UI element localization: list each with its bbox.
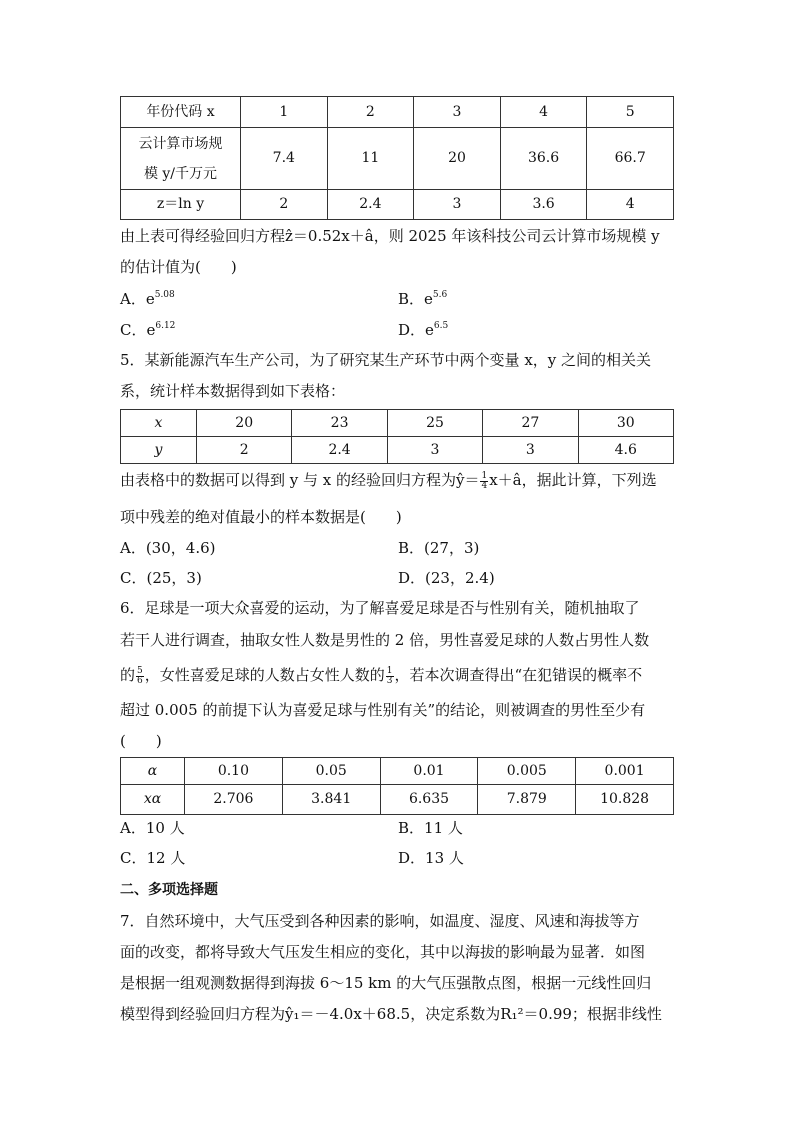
text-segment: ，女性喜爱足球的人数占女性人数的 — [144, 666, 385, 684]
table-cell: 2.4 — [327, 190, 414, 220]
table-cell: y — [121, 437, 197, 464]
table-cell: 3.841 — [282, 785, 380, 815]
q6-option-d[interactable]: D．13 人 — [398, 849, 464, 867]
table-cell: x — [121, 410, 197, 437]
q6-text-line4: 超过 0.005 的前提下认为喜爱足球与性别有关”的结论，则被调查的男性至少有 — [120, 701, 646, 719]
q4-text-line2: 的估计值为( ) — [120, 258, 237, 276]
table-cell: 年份代码 x — [121, 97, 241, 128]
q5-option-d[interactable]: D．(23，2.4) — [398, 569, 495, 587]
fraction-denominator: 6 — [137, 675, 143, 686]
table-cell: 1 — [241, 97, 328, 128]
q6-table — [120, 757, 674, 815]
table-cell: 7.4 — [241, 128, 328, 190]
option-exponent: 6.5 — [433, 321, 449, 331]
q4-table-row-z — [121, 190, 674, 220]
table-cell: 0.001 — [576, 758, 674, 785]
q4-option-c[interactable] — [120, 320, 175, 343]
option-label: D．e — [398, 321, 434, 339]
fraction-numerator: 1 — [386, 665, 393, 676]
table-cell: 4 — [500, 97, 587, 128]
table-header-cell — [121, 128, 241, 190]
q7-text-line3: 是根据一组观测数据得到海拔 6～15 km 的大气压强散点图，根据一元线性回归 — [120, 974, 652, 992]
q6-text-line3 — [120, 665, 642, 686]
text-segment: x＋â，据此计算，下列选 — [489, 471, 657, 489]
table-cell: 3 — [483, 437, 578, 464]
q5-text-line3 — [120, 470, 657, 491]
q6-table-row-x — [121, 785, 674, 815]
q5-text-line1: 5．某新能源汽车生产公司，为了研究某生产环节中两个变量 x，y 之间的相关关 — [120, 351, 652, 369]
q4-option-b[interactable] — [398, 289, 447, 312]
q4-option-a[interactable] — [120, 289, 175, 312]
table-cell: 23 — [292, 410, 387, 437]
table-cell: α — [121, 758, 185, 785]
table-cell: 27 — [483, 410, 578, 437]
table-cell: 3 — [414, 190, 501, 220]
q4-table-row-y — [121, 128, 674, 190]
section-heading: 二、多项选择题 — [120, 882, 218, 898]
table-cell: 6.635 — [380, 785, 478, 815]
q7-text-line4: 模型得到经验回归方程为ŷ₁＝－4.0x＋68.5，决定系数为R₁²＝0.99；根据非线性 — [120, 1005, 662, 1023]
q5-option-c[interactable]: C．(25，3) — [120, 569, 202, 587]
fraction — [386, 667, 394, 686]
q6-option-c[interactable]: C．12 人 — [120, 849, 186, 867]
q5-option-a[interactable]: A．(30，4.6) — [120, 539, 216, 557]
table-cell: 25 — [387, 410, 482, 437]
option-exponent: 6.12 — [155, 321, 176, 331]
header-line: 模 y/千万元 — [143, 165, 218, 182]
table-cell: 0.01 — [380, 758, 478, 785]
q5-text-line4: 项中残差的绝对值最小的样本数据是( ) — [120, 508, 402, 526]
table-cell: 0.10 — [185, 758, 283, 785]
q4-table-row-x — [121, 97, 674, 128]
table-cell: 20 — [414, 128, 501, 190]
table-cell: xα — [121, 785, 185, 815]
fraction-denominator: 4 — [481, 480, 488, 491]
table-cell: 5 — [587, 97, 674, 128]
text-segment: ，若本次调查得出“在犯错误的概率不 — [394, 666, 643, 684]
table-cell: 2 — [241, 190, 328, 220]
q6-table-row-alpha — [121, 758, 674, 785]
table-cell: 4 — [587, 190, 674, 220]
text-segment: 的 — [120, 666, 136, 684]
table-cell: 20 — [197, 410, 292, 437]
q4-table — [120, 96, 674, 220]
fraction-numerator: 1 — [481, 470, 488, 481]
fraction-denominator: 3 — [386, 675, 393, 686]
q5-text-line2: 系，统计样本数据得到如下表格： — [120, 382, 346, 400]
table-cell: 11 — [327, 128, 414, 190]
option-exponent: 5.6 — [432, 290, 448, 300]
q6-option-b[interactable]: B．11 人 — [398, 819, 463, 837]
q6-text-line1: 6．足球是一项大众喜爱的运动，为了解喜爱足球是否与性别有关，随机抽取了 — [120, 599, 640, 617]
table-cell: 3 — [414, 97, 501, 128]
fraction-numerator: 5 — [137, 665, 143, 676]
q6-text-line2: 若干人进行调查，抽取女性人数是男性的 2 倍，男性喜爱足球的人数占男性人数 — [120, 631, 650, 649]
table-cell: 36.6 — [500, 128, 587, 190]
table-cell: 30 — [578, 410, 673, 437]
table-cell: 0.05 — [282, 758, 380, 785]
q7-text-line2: 面的改变，都将导致大气压发生相应的变化，其中以海拔的影响最为显著．如图 — [120, 943, 646, 961]
table-cell: 7.879 — [478, 785, 576, 815]
fraction — [480, 472, 488, 491]
option-exponent: 5.08 — [154, 290, 175, 300]
table-cell: 2.4 — [292, 437, 387, 464]
q6-text-line5: ( ) — [120, 732, 162, 750]
table-cell: 3 — [387, 437, 482, 464]
table-cell: 2 — [327, 97, 414, 128]
q4-option-d[interactable] — [398, 320, 448, 343]
q7-text-line1: 7．自然环境中，大气压受到各种因素的影响，如温度、湿度、风速和海拔等方 — [120, 912, 640, 930]
table-cell: 4.6 — [578, 437, 673, 464]
q5-table — [120, 409, 674, 464]
table-cell: z＝ln y — [121, 190, 241, 220]
header-line: 云计算市场规 — [138, 135, 223, 152]
option-label: B．e — [398, 290, 433, 308]
q5-option-b[interactable]: B．(27，3) — [398, 539, 480, 557]
table-cell: 3.6 — [500, 190, 587, 220]
table-cell: 2.706 — [185, 785, 283, 815]
fraction — [136, 667, 144, 686]
option-label: C．e — [120, 321, 156, 339]
text-segment: 由表格中的数据可以得到 y 与 x 的经验回归方程为ŷ＝ — [120, 471, 480, 489]
q5-table-row-y — [121, 437, 674, 464]
table-cell: 66.7 — [587, 128, 674, 190]
option-label: A．e — [120, 290, 155, 308]
table-cell: 0.005 — [478, 758, 576, 785]
q5-table-row-x — [121, 410, 674, 437]
table-cell: 2 — [197, 437, 292, 464]
q4-text-line1: 由上表可得经验回归方程ẑ＝0.52x＋â，则 2025 年该科技公司云计算市场规模 y — [120, 227, 660, 245]
q6-option-a[interactable]: A．10 人 — [120, 819, 185, 837]
table-cell: 10.828 — [576, 785, 674, 815]
